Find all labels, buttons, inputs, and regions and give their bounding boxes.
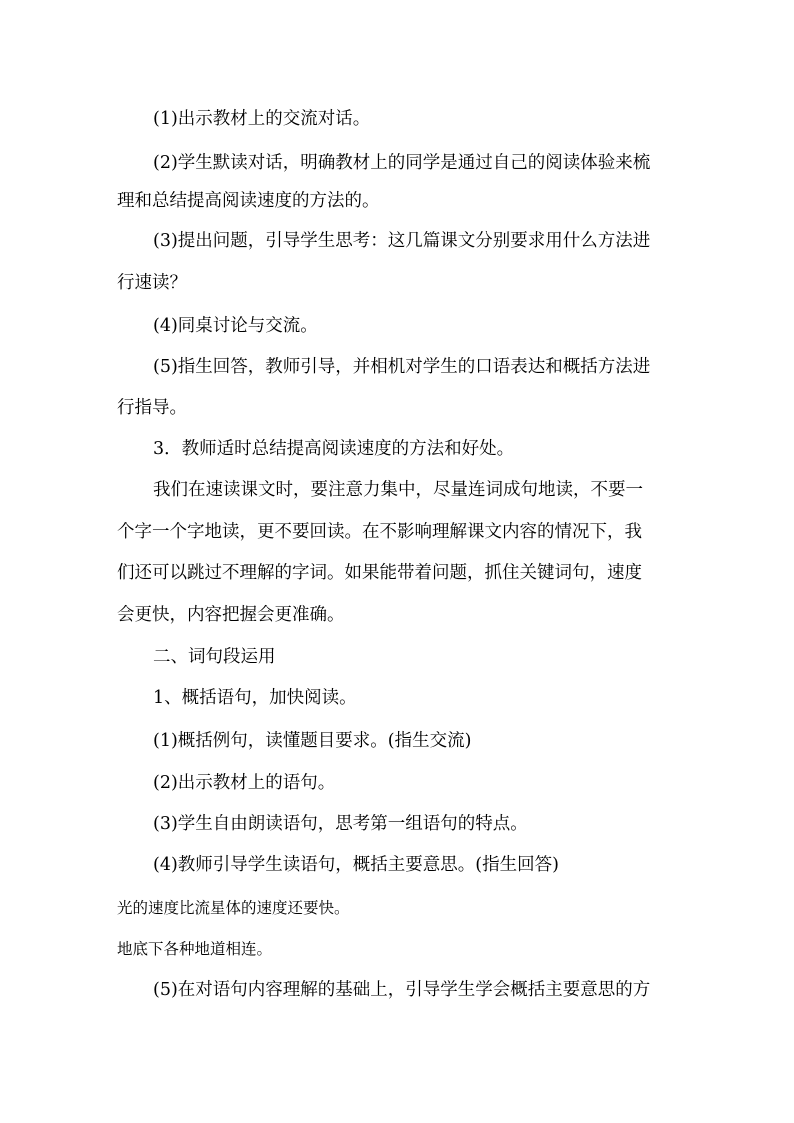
paragraph-line: 行速读？ bbox=[117, 273, 187, 293]
example-sentence: 地底下各种地道相连。 bbox=[117, 940, 273, 958]
paragraph-line: (2)学生默读对话，明确教材上的同学是通过自己的阅读体验来梳 bbox=[153, 153, 651, 173]
paragraph-line: 我们在速读课文时，要注意力集中，尽量连词成句地读，不要一 bbox=[153, 480, 643, 500]
paragraph-line: (4)教师引导学生读语句，概括主要意思。(指生回答) bbox=[153, 855, 559, 875]
paragraph-line: (3)学生自由朗读语句，思考第一组语句的特点。 bbox=[153, 814, 528, 834]
paragraph-line: 1、概括语句，加快阅读。 bbox=[153, 688, 357, 708]
paragraph-line: 理和总结提高阅读速度的方法的。 bbox=[117, 191, 380, 211]
paragraph-line: (5)在对语句内容理解的基础上，引导学生学会概括主要意思的方 bbox=[153, 980, 651, 1000]
paragraph-line: 行指导。 bbox=[117, 398, 187, 418]
paragraph-line: 3．教师适时总结提高阅读速度的方法和好处。 bbox=[153, 439, 515, 459]
paragraph-line: (3)提出问题，引导学生思考：这几篇课文分别要求用什么方法进 bbox=[153, 231, 651, 251]
paragraph-line: (2)出示教材上的语句。 bbox=[153, 773, 336, 793]
paragraph-line: 们还可以跳过不理解的字词。如果能带着问题，抓住关键词句，速度 bbox=[117, 563, 642, 583]
paragraph-line: (1)概括例句，读懂题目要求。(指生交流) bbox=[153, 731, 472, 751]
paragraph-line: (1)出示教材上的交流对话。 bbox=[153, 109, 371, 129]
example-sentence: 光的速度比流星体的速度还要快。 bbox=[117, 899, 350, 917]
paragraph-line: 会更快，内容把握会更准确。 bbox=[117, 605, 345, 625]
section-heading: 二、词句段运用 bbox=[153, 647, 276, 667]
paragraph-line: (5)指生回答，教师引导，并相机对学生的口语表达和概括方法进 bbox=[153, 357, 651, 377]
paragraph-line: (4)同桌讨论与交流。 bbox=[153, 316, 318, 336]
paragraph-line: 个字一个字地读，更不要回读。在不影响理解课文内容的情况下，我 bbox=[117, 522, 642, 542]
